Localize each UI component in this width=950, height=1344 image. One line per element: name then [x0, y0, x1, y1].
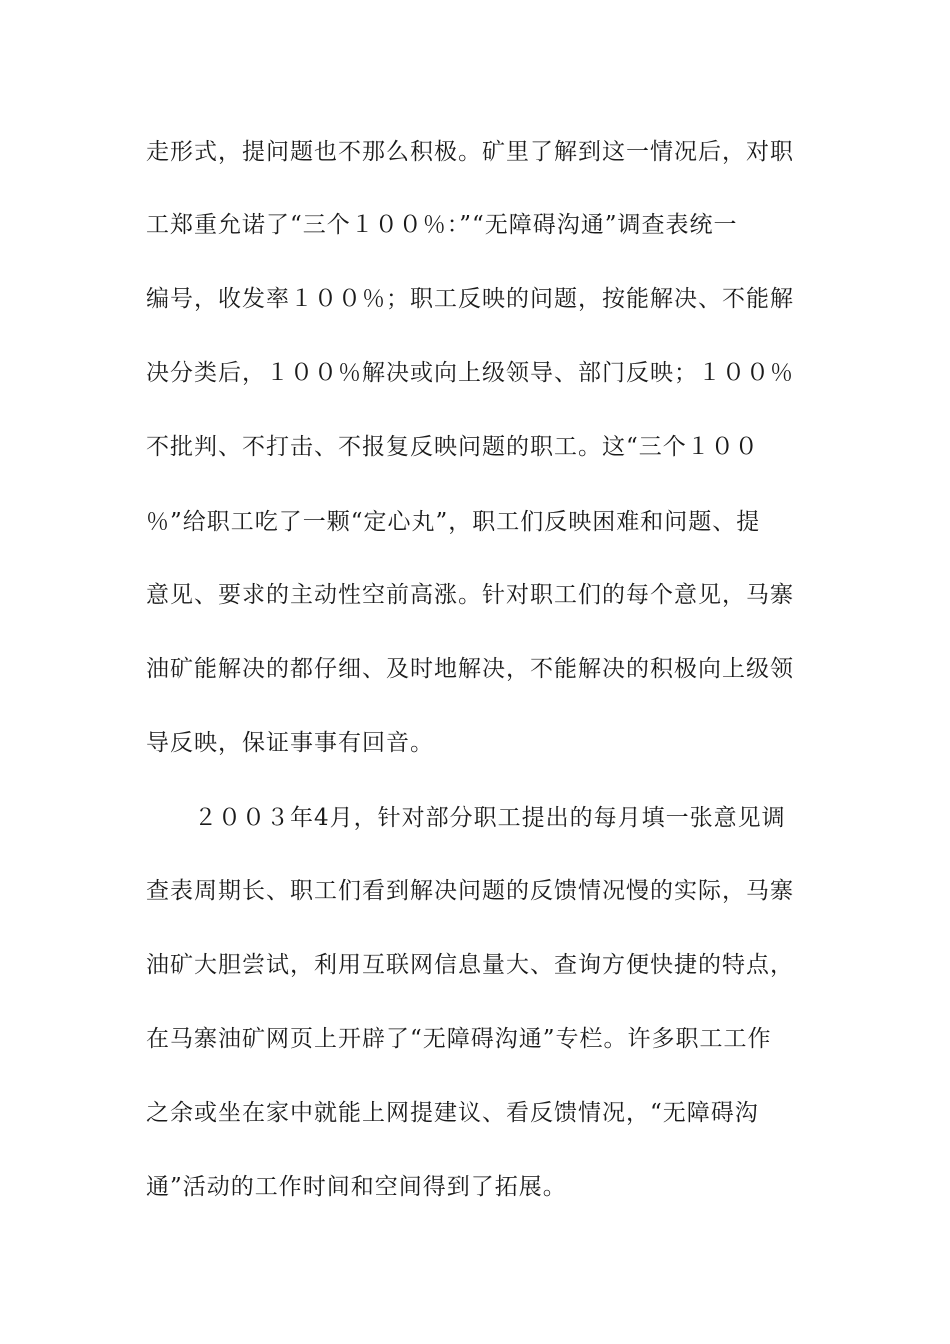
text-line: 不批判、不打击、不报复反映问题的职工。这“三个１００: [146, 434, 759, 460]
text-line: 油矿大胆尝试，利用互联网信息量大、查询方便快捷的特点，: [146, 952, 794, 978]
text-line: 通”活动的工作时间和空间得到了拓展。: [146, 1174, 567, 1200]
text-line: 工郑重允诺了“三个１００％：”“无障碍沟通”调查表统一: [146, 212, 738, 238]
text-line: 之余或坐在家中就能上网提建议、看反馈情况，“无障碍沟: [146, 1100, 759, 1126]
text-line: 查表周期长、职工们看到解决问题的反馈情况慢的实际，马寨: [146, 878, 794, 904]
text-line: 走形式，提问题也不那么积极。矿里了解到这一情况后，对职: [146, 139, 794, 165]
text-line: 油矿能解决的都仔细、及时地解决，不能解决的积极向上级领: [146, 656, 794, 682]
text-line: 编号，收发率１００％；职工反映的问题，按能解决、不能解: [146, 286, 794, 312]
text-line: 导反映，保证事事有回音。: [146, 730, 434, 756]
text-line: 在马寨油矿网页上开辟了“无障碍沟通”专栏。许多职工工作: [146, 1026, 772, 1052]
text-line: ２００３年4月，针对部分职工提出的每月填一张意见调: [194, 805, 786, 831]
text-line: ％”给职工吃了一颗“定心丸”，职工们反映困难和问题、提: [146, 509, 761, 535]
text-line: 意见、要求的主动性空前高涨。针对职工们的每个意见，马寨: [146, 582, 794, 608]
text-line: 决分类后，１００％解决或向上级领导、部门反映；１００％: [146, 360, 794, 386]
